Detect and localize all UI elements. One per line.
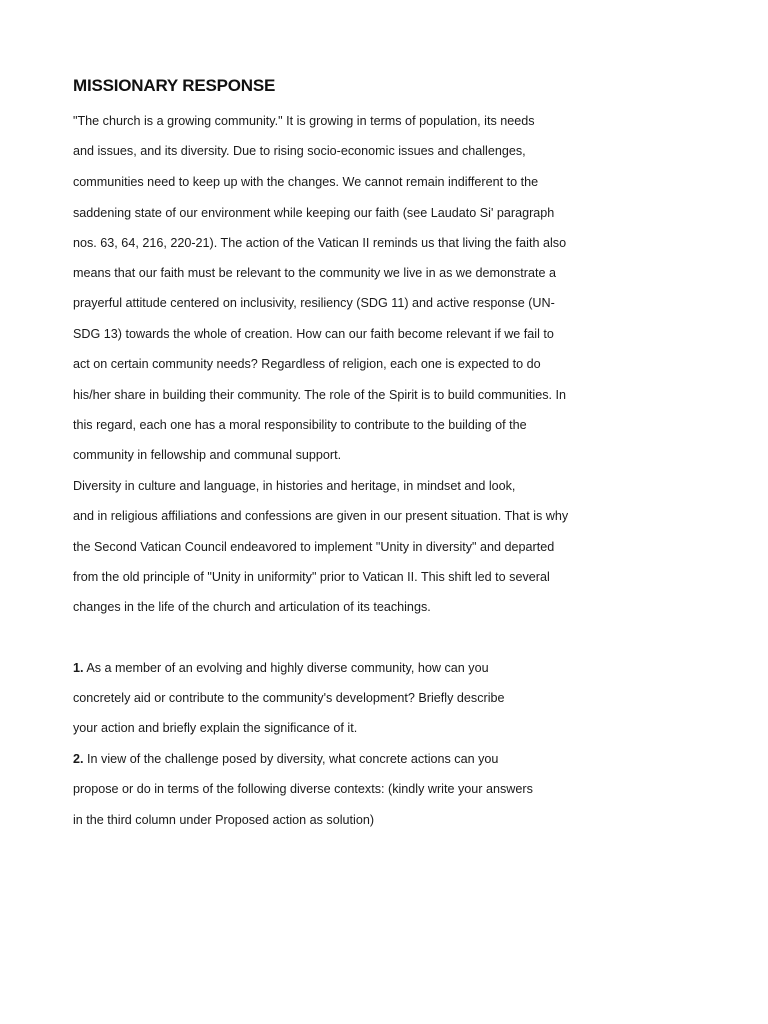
- paragraph-2-line: the Second Vatican Council endeavored to implement "Unity in diversity" and departed: [73, 540, 555, 554]
- paragraph-1-line: this regard, each one has a moral responsibility to contribute to the building of the: [73, 418, 527, 432]
- question-1-text: As a member of an evolving and highly diverse community, how can you: [83, 661, 489, 675]
- paragraph-1-line: act on certain community needs? Regardless of religion, each one is expected to do: [73, 357, 541, 371]
- paragraph-1-line: community in fellowship and communal support.: [73, 448, 342, 462]
- question-1-number: 1.: [73, 661, 84, 675]
- question-2-text: In view of the challenge posed by diversity, what concrete actions can you: [83, 752, 499, 766]
- question-1: [73, 660, 489, 676]
- paragraph-1-line: and issues, and its diversity. Due to rising socio-economic issues and challenges,: [73, 144, 526, 158]
- question-2-number: 2.: [73, 752, 84, 766]
- question-2-line: propose or do in terms of the following diverse contexts: (kindly write your answers: [73, 782, 533, 796]
- question-2-line: in the third column under Proposed action as solution): [73, 813, 375, 827]
- question-1-line: your action and briefly explain the significance of it.: [73, 721, 358, 735]
- paragraph-1-line: communities need to keep up with the changes. We cannot remain indifferent to the: [73, 175, 539, 189]
- paragraph-2-line: Diversity in culture and language, in histories and heritage, in mindset and look,: [73, 479, 516, 493]
- document-title: MISSIONARY RESPONSE: [73, 76, 276, 95]
- paragraph-1-line: "The church is a growing community." It is growing in terms of population, its needs: [73, 114, 535, 128]
- paragraph-1-line: SDG 13) towards the whole of creation. How can our faith become relevant if we fail to: [73, 327, 554, 341]
- paragraph-2-line: changes in the life of the church and articulation of its teachings.: [73, 600, 431, 614]
- question-1-line: concretely aid or contribute to the community's development? Briefly describe: [73, 691, 505, 705]
- question-2: [73, 751, 498, 767]
- paragraph-2-line: from the old principle of "Unity in uniformity" prior to Vatican II. This shift led to several: [73, 570, 550, 584]
- paragraph-1-line: prayerful attitude centered on inclusivity, resiliency (SDG 11) and active response (UN-: [73, 296, 555, 310]
- paragraph-1-line: nos. 63, 64, 216, 220-21). The action of the Vatican II reminds us that living the faith also: [73, 236, 567, 250]
- paragraph-1-line: means that our faith must be relevant to the community we live in as we demonstrate a: [73, 266, 556, 280]
- paragraph-1-line: his/her share in building their community. The role of the Spirit is to build communities. In: [73, 388, 567, 402]
- paragraph-2-line: and in religious affiliations and confessions are given in our present situation. That is why: [73, 509, 569, 523]
- paragraph-1-line: saddening state of our environment while keeping our faith (see Laudato Si' paragraph: [73, 206, 555, 220]
